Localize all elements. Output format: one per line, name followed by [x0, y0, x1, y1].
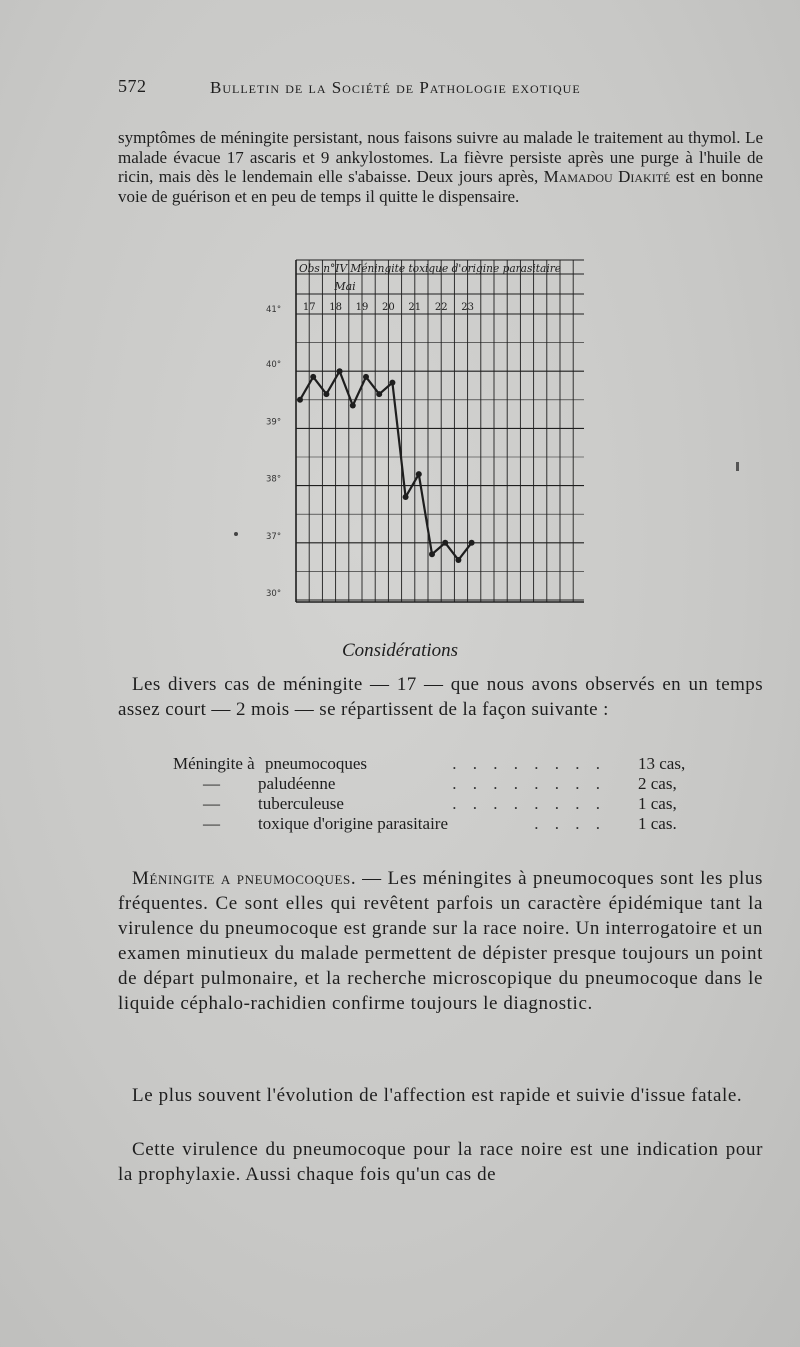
temperature-point [442, 540, 448, 546]
case-leader-dots: . . . . . . . . [452, 754, 606, 773]
temperature-point [376, 391, 382, 397]
case-count: 13 cas, [638, 754, 686, 773]
temperature-point [455, 557, 461, 563]
chart-y-tick-label: 39° [266, 417, 282, 428]
page-number: 572 [118, 76, 147, 96]
chart-day-label: 19 [355, 302, 369, 313]
paragraph-text-start: symptômes de méningite persistant, nous faisons suivre au malade le traitement au thymol. Le malade évacue 17 ascaris et 9 ankylostomes. La fièvre persiste après une purge à l'huile de ricin, mais dès le lendemain elle s'abaisse. Deux jours après, [118, 128, 763, 186]
case-prefix: Méningite à [173, 754, 255, 773]
chart-day-label: 18 [329, 302, 342, 313]
temperature-point [469, 540, 475, 546]
paragraph-cases-intro: Les divers cas de méningite — 17 — que nous avons observés en un temps assez court — 2 mois — se répartissent de la façon suivante : [118, 674, 763, 720]
paragraph-evolution: Le plus souvent l'évolution de l'affection est rapide et suivie d'issue fatale. [132, 1085, 743, 1106]
print-speck [736, 462, 739, 471]
temperature-point [350, 403, 356, 409]
chart-y-tick-label: 38° [266, 474, 282, 485]
chart-day-label: 20 [382, 302, 395, 313]
print-speck [234, 532, 238, 536]
chart-day-label: 21 [408, 302, 422, 313]
case-label: paludéenne [258, 774, 336, 793]
paragraph-pneumococcal [118, 866, 763, 1016]
patient-name: Mamadou Diakité [543, 167, 671, 186]
case-row [118, 814, 718, 834]
chart-header-text: Obs n°IV Méningite toxique d'origine parasitaire [299, 261, 562, 275]
case-prefix: — [203, 774, 220, 793]
temperature-point [297, 397, 303, 403]
case-count: 1 cas. [638, 814, 677, 833]
paragraph-lead: Méningite a pneumocoques. [132, 868, 357, 889]
temperature-chart [266, 252, 596, 604]
section-heading: Considérations [341, 640, 459, 661]
case-row [118, 774, 718, 794]
case-count: 1 cas, [638, 794, 677, 813]
temperature-point [429, 551, 435, 557]
temperature-chart-svg [266, 252, 596, 604]
case-leader-dots: . . . . . . . . [452, 774, 606, 793]
case-prefix: — [203, 794, 220, 813]
case-prefix: — [203, 814, 220, 833]
temperature-point [337, 368, 343, 374]
case-leader-dots: . . . . [534, 814, 606, 833]
case-label: toxique d'origine parasitaire [258, 814, 448, 833]
chart-day-label: 22 [434, 302, 448, 313]
case-leader-dots: . . . . . . . . [452, 794, 606, 813]
case-label: tuberculeuse [258, 794, 344, 813]
case-label: pneumocoques [265, 754, 367, 773]
temperature-point [416, 471, 422, 477]
chart-y-tick-label: 40° [266, 360, 282, 371]
temperature-point [403, 494, 409, 500]
temperature-point [310, 374, 316, 380]
paragraph-prophylaxis: Cette virulence du pneumocoque pour la race noire est une indication pour la prophylaxie. Aussi chaque fois qu'un cas de [118, 1139, 763, 1185]
case-count: 2 cas, [638, 774, 677, 793]
chart-day-label: 23 [461, 302, 474, 313]
chart-month-label: Mai [334, 280, 356, 293]
journal-title: Bulletin de la Société de Pathologie exotique [210, 78, 581, 97]
temperature-point [389, 380, 395, 386]
temperature-point [363, 374, 369, 380]
chart-y-tick-label: 37° [266, 531, 282, 542]
case-row [118, 794, 718, 814]
case-row [118, 754, 718, 774]
temperature-point [323, 391, 329, 397]
chart-day-label: 17 [302, 302, 316, 313]
chart-y-tick-label: 30° [266, 589, 282, 599]
paragraph-body: — Les méningites à pneumocoques sont les plus fréquentes. Ce sont elles qui revêtent parfois un caractère épidémique tant la virulence du pneumocoque est grande sur la race noire. Un interrogatoire et un examen minutieux du malade permettent de dépister presque toujours un point de départ pulmonaire, et la recherche microscopique du pneumocoque dans le liquide céphalo-rachidien confirme toujours le diagnostic. [118, 868, 763, 1014]
paragraph-continuation [118, 128, 763, 206]
paragraph-text-end: est en bonne voie de guérison et en peu de temps il quitte le dispensaire. [118, 167, 763, 206]
cases-list [118, 754, 718, 834]
chart-y-tick-label: 41° [266, 305, 282, 315]
